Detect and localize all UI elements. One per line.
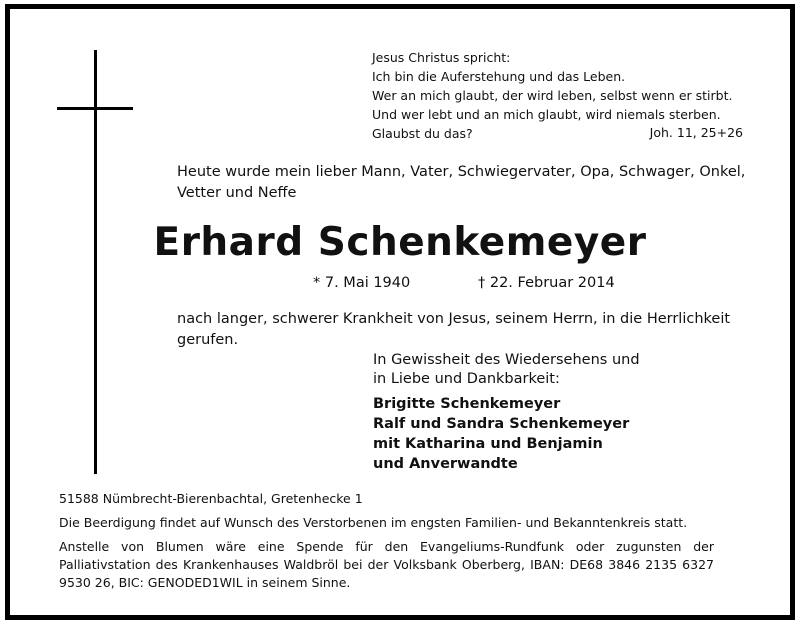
obituary-notice [5, 4, 795, 620]
address: 51588 Nümbrecht-Bierenbachtal, Gretenhecke 1 [59, 491, 363, 506]
quote-line: Und wer lebt und an mich glaubt, wird niemals sterben. [372, 107, 721, 122]
quote-line: Glaubst du das? [372, 126, 473, 141]
death-date: † 22. Februar 2014 [478, 275, 615, 291]
mourners-list [373, 394, 629, 474]
cross-icon-horizontal-bar [57, 107, 133, 110]
mourner-name: Brigitte Schenkemeyer [373, 396, 561, 412]
donation-note: Anstelle von Blumen wäre eine Spende für den Evangeliums-Rundfunk oder zugunsten der Palliativstation des Krankenhauses Waldbröl bei der Volksbank Oberberg, IBAN: DE68 3846 2135 6327 9530 26, BIC: GENODED1WIL in seinem Sinne. [59, 539, 714, 590]
mourner-name: Ralf und Sandra Schenkemeyer [373, 416, 630, 432]
quote-reference: Joh. 11, 25+26 [649, 125, 743, 140]
closing-line: in Liebe und Dankbarkeit: [373, 371, 560, 387]
closing-text [373, 351, 640, 389]
closing-line: In Gewissheit des Wiedersehens und [373, 352, 640, 368]
deceased-name: Erhard Schenkemeyer [153, 220, 647, 265]
quote-line: Jesus Christus spricht: [372, 50, 511, 65]
mourner-name: und Anverwandte [373, 456, 518, 472]
birth-date: * 7. Mai 1940 [313, 275, 411, 291]
quote-line: Wer an mich glaubt, der wird leben, selbst wenn er stirbt. [372, 88, 733, 103]
quote-line: Ich bin die Auferstehung und das Leben. [372, 69, 626, 84]
funeral-note: Die Beerdigung findet auf Wunsch des Verstorbenen im engsten Familien- und Bekanntenkreis statt. [59, 515, 688, 530]
intro-text: Heute wurde mein lieber Mann, Vater, Schwiegervater, Opa, Schwager, Onkel, Vetter und Neffe [177, 164, 746, 201]
mourner-name: mit Katharina und Benjamin [373, 436, 603, 452]
body-text: nach langer, schwerer Krankheit von Jesus, seinem Herrn, in die Herrlichkeit gerufen. [177, 311, 731, 348]
